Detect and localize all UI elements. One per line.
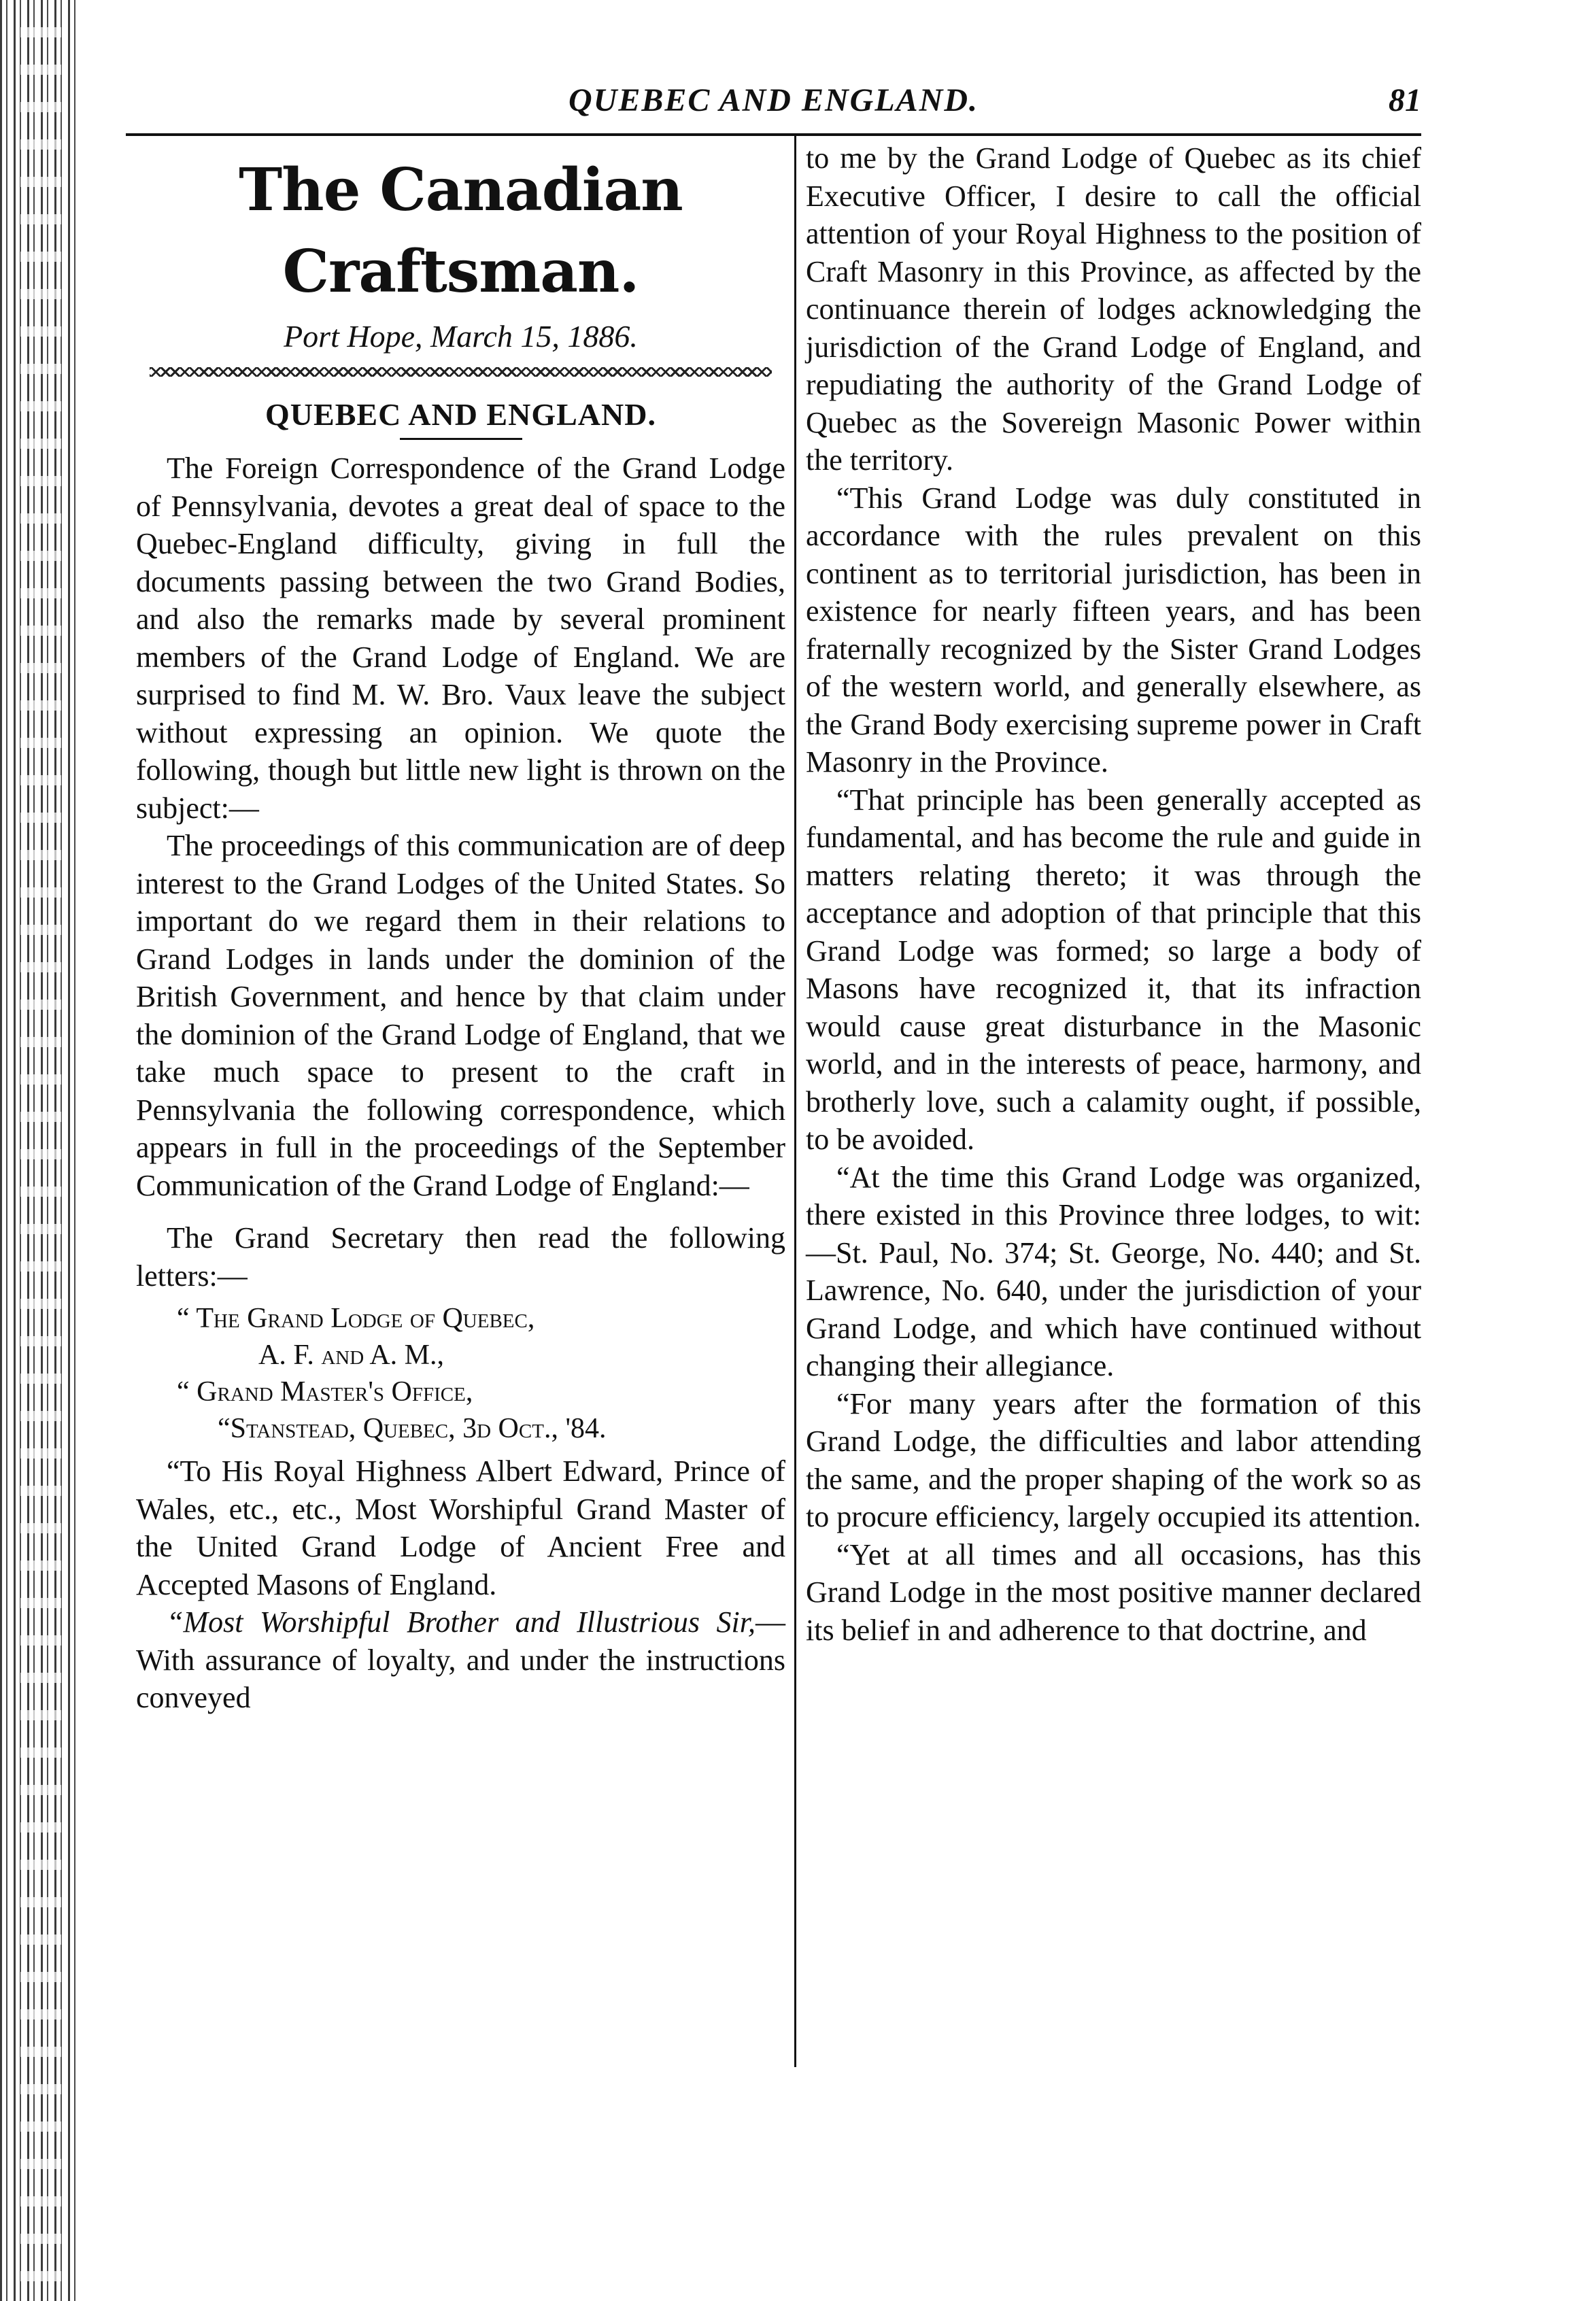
salutation-text: —With assurance of loyalty, and under the instructions conveyed: [136, 1605, 785, 1714]
binding-edge: [0, 0, 82, 2301]
left-column: [136, 139, 785, 1717]
paragraph: to me by the Grand Lodge of Quebec as its chief Executive Officer, I desire to call the official attention of your Royal Highness to the position of Craft Masonry in this Province, as affected by the continuance therein of lodges acknowledging the jurisdiction of the Grand Lodge of England, and repudiating the authority of the Grand Lodge of Quebec as the Sovereign Masonic Power within the territory.: [806, 141, 1421, 477]
article-title: QUEBEC AND ENGLAND.: [265, 397, 656, 432]
wavy-rule: [150, 367, 772, 377]
letterhead-line: “Stanstead, Quebec, 3d Oct., '84.: [218, 1413, 607, 1444]
paragraph: The Foreign Correspondence of the Grand Lodge of Pennsylvania, devotes a great deal of space to the Quebec-England difficulty, giving in full the documents passing between the two Grand Bodies, and also the remarks made by several prominent members of the Grand Lodge of England. We are surprised to find M. W. Bro. Vaux leave the subject without expressing an opinion. We quote the following, though but little new light is thrown on the subject:—: [136, 451, 785, 825]
masthead: The Canadian Craftsman.: [239, 156, 683, 306]
header-rule: [126, 133, 1421, 136]
paragraph: “This Grand Lodge was duly constituted in accordance with the rules prevalent on this continent as to territorial jurisdiction, has been in existence for nearly fifteen years, and has been fraternally recognized by the Sister Grand Lodges of the western world, and generally elsewhere, as the Grand Body exercising supreme power in Craft Masonry in the Province.: [806, 481, 1421, 779]
paragraph: “Yet at all times and all occasions, has this Grand Lodge in the most positive manner declared its belief in and adherence to that doctrine, and: [806, 1537, 1421, 1647]
dateline: Port Hope, March 15, 1886.: [284, 319, 638, 354]
letterhead-line: “ Grand Master's Office,: [177, 1376, 473, 1408]
page-number: 81: [1389, 82, 1421, 118]
paragraph: “For many years after the formation of this Grand Lodge, the difficulties and labor attending the same, and the proper shaping of the work so as to procure efficiency, largely occupied its attention.: [806, 1386, 1421, 1533]
paragraph: The proceedings of this communication are of deep interest to the Grand Lodges of the United States. So important do we regard them in their relations to Grand Lodges in lands under the dominion of the British Government, and hence by that claim under the dominion of the Grand Lodge of England, that we take much space to present to the craft in Pennsylvania the following correspondence, which appears in full in the proceedings of the September Communication of the Grand Lodge of England:—: [136, 829, 785, 1202]
letterhead: [136, 1300, 785, 1447]
letterhead-line: “ The Grand Lodge of Quebec,: [177, 1303, 535, 1334]
paragraph: “To His Royal Highness Albert Edward, Prince of Wales, etc., etc., Most Worshipful Grand Master of the United Grand Lodge of Ancient Free and Accepted Masons of England.: [136, 1454, 785, 1601]
paragraph: “That principle has been generally accepted as fundamental, and has become the rule and guide in matters relating thereto; it was through the acceptance and adoption of that principle that this Grand Lodge was formed; so large a body of Masons have recognized it, that its infraction would cause great disturbance in the Masonic world, and in the interests of peace, harmony, and brotherly love, such a calamity ought, if possible, to be avoided.: [806, 783, 1421, 1156]
paragraph: “At the time this Grand Lodge was organized, there existed in this Province three lodges, to wit:—St. Paul, No. 374; St. George, No. 440; and St. Lawrence, No. 640, under the jurisdiction of your Grand Lodge, and which have continued without changing their allegiance.: [806, 1160, 1421, 1382]
salutation: “Most Worshipful Brother and Illustrious Sir,: [167, 1605, 755, 1639]
paragraph: The Grand Secretary then read the following letters:—: [136, 1221, 785, 1293]
right-column: [806, 139, 1421, 1649]
letterhead-line: A. F. and A. M.,: [258, 1340, 445, 1371]
paragraph: [136, 1603, 785, 1717]
running-head: [126, 82, 1421, 136]
title-rule: [400, 438, 522, 440]
column-divider: [794, 136, 796, 2067]
running-head-title: QUEBEC AND ENGLAND.: [568, 82, 979, 118]
